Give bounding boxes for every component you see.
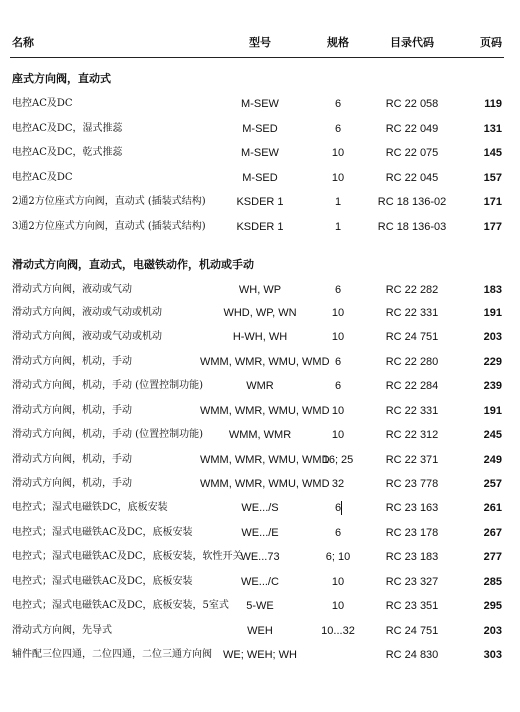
table-row	[0, 623, 520, 639]
row-spec: 10	[331, 429, 345, 441]
table-row	[0, 354, 520, 370]
row-spec: 1	[334, 196, 342, 208]
row-page: 131	[483, 123, 502, 135]
row-spec: 10	[331, 576, 345, 588]
row-code: RC 24 751	[385, 331, 439, 343]
row-spec: 6	[334, 284, 342, 296]
row-code: RC 22 280	[385, 356, 439, 368]
row-page: 249	[483, 454, 502, 466]
row-spec: 6	[334, 356, 342, 368]
table-row	[0, 219, 520, 235]
row-spec: 6	[334, 380, 342, 392]
row-code: RC 22 312	[385, 429, 439, 441]
row-name: 辅件配三位四通，二位四通，二位三通方向阀	[12, 649, 212, 660]
row-code: RC 23 163	[385, 502, 439, 514]
row-page: 171	[483, 196, 502, 208]
header-page: 页码	[480, 36, 502, 49]
row-spec: 6	[334, 527, 342, 539]
row-page: 245	[483, 429, 502, 441]
row-page: 119	[484, 98, 502, 110]
row-name: 2通2方位座式方向阀，直动式 (插装式结构)	[12, 196, 206, 207]
row-code: RC 22 284	[385, 380, 439, 392]
row-spec: 10	[331, 172, 345, 184]
row-type: WMM, WMR, WMU, WMD	[200, 454, 330, 466]
row-name: 滑动式方向阀，机动，手动 (位置控制功能)	[12, 429, 203, 440]
row-spec: 6	[334, 502, 342, 514]
table-header	[0, 35, 520, 51]
row-spec: 10	[331, 147, 345, 159]
row-name: 电控式；湿式电磁铁AC及DC，底板安装	[12, 527, 193, 538]
row-type: H-WH, WH	[232, 331, 288, 343]
row-name: 滑动式方向阀，机动，手动	[12, 356, 132, 367]
table-row	[0, 194, 520, 210]
row-page: 261	[483, 502, 502, 514]
table-row	[0, 500, 520, 516]
table-row	[0, 170, 520, 186]
row-code: RC 23 183	[385, 551, 439, 563]
row-page: 229	[483, 356, 502, 368]
row-spec: 10	[331, 307, 345, 319]
row-name: 电控AC及DC	[12, 98, 73, 109]
section-title-spool-valves: 滑动式方向阀，直动式，电磁铁动作，机动或手动	[12, 258, 254, 271]
row-spec: 6	[334, 98, 342, 110]
table-row	[0, 96, 520, 112]
row-page: 295	[483, 600, 502, 612]
table-row	[0, 305, 520, 321]
row-type: WMM, WMR, WMU, WMD	[200, 478, 330, 490]
row-code: RC 24 751	[385, 625, 439, 637]
row-type: WMM, WMR, WMU, WMD	[200, 405, 330, 417]
header-spec: 规格	[327, 36, 349, 49]
row-code: RC 24 830	[385, 649, 439, 661]
row-name: 电控AC及DC，湿式推蕊	[12, 123, 123, 134]
row-page: 191	[483, 307, 502, 319]
row-page: 285	[483, 576, 502, 588]
row-type: WMM, WMR	[228, 429, 292, 441]
row-code: RC 22 075	[385, 147, 439, 159]
row-type: WMM, WMR, WMU, WMD	[200, 356, 330, 368]
table-row	[0, 145, 520, 161]
row-name: 滑动式方向阀，先导式	[12, 625, 112, 636]
row-type: KSDER 1	[236, 221, 284, 233]
row-page: 157	[483, 172, 502, 184]
row-code: RC 23 778	[385, 478, 439, 490]
table-row	[0, 452, 520, 468]
table-row	[0, 549, 520, 565]
table-row	[0, 403, 520, 419]
row-spec: 32	[331, 478, 345, 490]
row-type: M-SEW	[241, 98, 279, 110]
row-code: RC 23 178	[385, 527, 439, 539]
row-page: 145	[483, 147, 502, 159]
table-row	[0, 378, 520, 394]
header-code: 目录代码	[390, 36, 434, 49]
row-type: WE.../E	[241, 527, 279, 539]
table-row	[0, 598, 520, 614]
row-code: RC 22 045	[385, 172, 439, 184]
row-name: 电控AC及DC	[12, 172, 73, 183]
row-name: 电控AC及DC，乾式推蕊	[12, 147, 123, 158]
row-name: 滑动式方向阀，机动，手动 (位置控制功能)	[12, 380, 203, 391]
row-page: 177	[483, 221, 502, 233]
row-code: RC 18 136-02	[377, 196, 447, 208]
row-name: 电控式；湿式电磁铁AC及DC，底板安装	[12, 576, 193, 587]
table-row	[0, 121, 520, 137]
row-page: 203	[483, 331, 502, 343]
row-code: RC 22 331	[385, 307, 439, 319]
row-spec: 10	[331, 600, 345, 612]
row-name: 滑动式方向阀，液动或气动或机动	[12, 331, 162, 342]
row-code: RC 23 351	[385, 600, 439, 612]
table-row	[0, 525, 520, 541]
header-divider	[10, 57, 504, 58]
row-name: 电控式；湿式电磁铁AC及DC，底板安装，软性开关	[12, 551, 243, 562]
row-code: RC 23 327	[385, 576, 439, 588]
row-code: RC 18 136-03	[377, 221, 447, 233]
row-code: RC 22 058	[385, 98, 439, 110]
row-page: 191	[483, 405, 502, 417]
row-type: WH, WP	[238, 284, 282, 296]
row-type: M-SED	[242, 172, 278, 184]
table-row	[0, 476, 520, 492]
row-spec: 1	[334, 221, 342, 233]
row-page: 203	[483, 625, 502, 637]
row-type: WE; WEH; WH	[223, 649, 297, 661]
row-page: 257	[483, 478, 502, 490]
row-code: RC 22 331	[385, 405, 439, 417]
header-name: 名称	[12, 36, 34, 49]
row-name: 滑动式方向阀，机动，手动	[12, 454, 132, 465]
row-spec: 10...32	[321, 625, 355, 637]
row-name: 滑动式方向阀，机动，手动	[12, 478, 132, 489]
table-row	[0, 647, 520, 663]
row-type: M-SEW	[241, 147, 279, 159]
row-page: 267	[483, 527, 502, 539]
row-spec: 6	[334, 123, 342, 135]
text-cursor	[341, 501, 342, 515]
row-page: 239	[483, 380, 502, 392]
header-type: 型号	[249, 36, 271, 49]
row-code: RC 22 282	[385, 284, 439, 296]
table-row	[0, 427, 520, 443]
row-type: 5-WE	[246, 600, 274, 612]
row-page: 277	[483, 551, 502, 563]
table-row	[0, 574, 520, 590]
row-spec: 10	[331, 331, 345, 343]
row-name: 电控式；湿式电磁铁AC及DC，底板安装，5室式	[12, 600, 229, 611]
row-name: 3通2方位座式方向阀，直动式 (插装式结构)	[12, 221, 206, 232]
row-name: 滑动式方向阀，液动或气动	[12, 284, 132, 295]
row-type: KSDER 1	[236, 196, 284, 208]
row-name: 滑动式方向阀，机动，手动	[12, 405, 132, 416]
row-spec: 16; 25	[322, 454, 354, 466]
table-row	[0, 282, 520, 298]
row-name: 滑动式方向阀，液动或气动或机动	[12, 307, 162, 318]
row-type: WE.../S	[241, 502, 279, 514]
row-type: WHD, WP, WN	[223, 307, 297, 319]
row-page: 183	[483, 284, 502, 296]
row-type: WE.../C	[241, 576, 279, 588]
row-page: 303	[483, 649, 502, 661]
row-spec: 10	[331, 405, 345, 417]
row-type: M-SED	[242, 123, 278, 135]
row-spec: 6; 10	[325, 551, 351, 563]
row-code: RC 22 371	[385, 454, 439, 466]
row-type: WMR	[246, 380, 274, 392]
section-title-seat-valves: 座式方向阀，直动式	[12, 72, 111, 85]
table-row	[0, 329, 520, 345]
row-type: WE...73	[240, 551, 280, 563]
row-name: 电控式；湿式电磁铁DC，底板安装	[12, 502, 168, 513]
row-type: WEH	[247, 625, 273, 637]
row-code: RC 22 049	[385, 123, 439, 135]
